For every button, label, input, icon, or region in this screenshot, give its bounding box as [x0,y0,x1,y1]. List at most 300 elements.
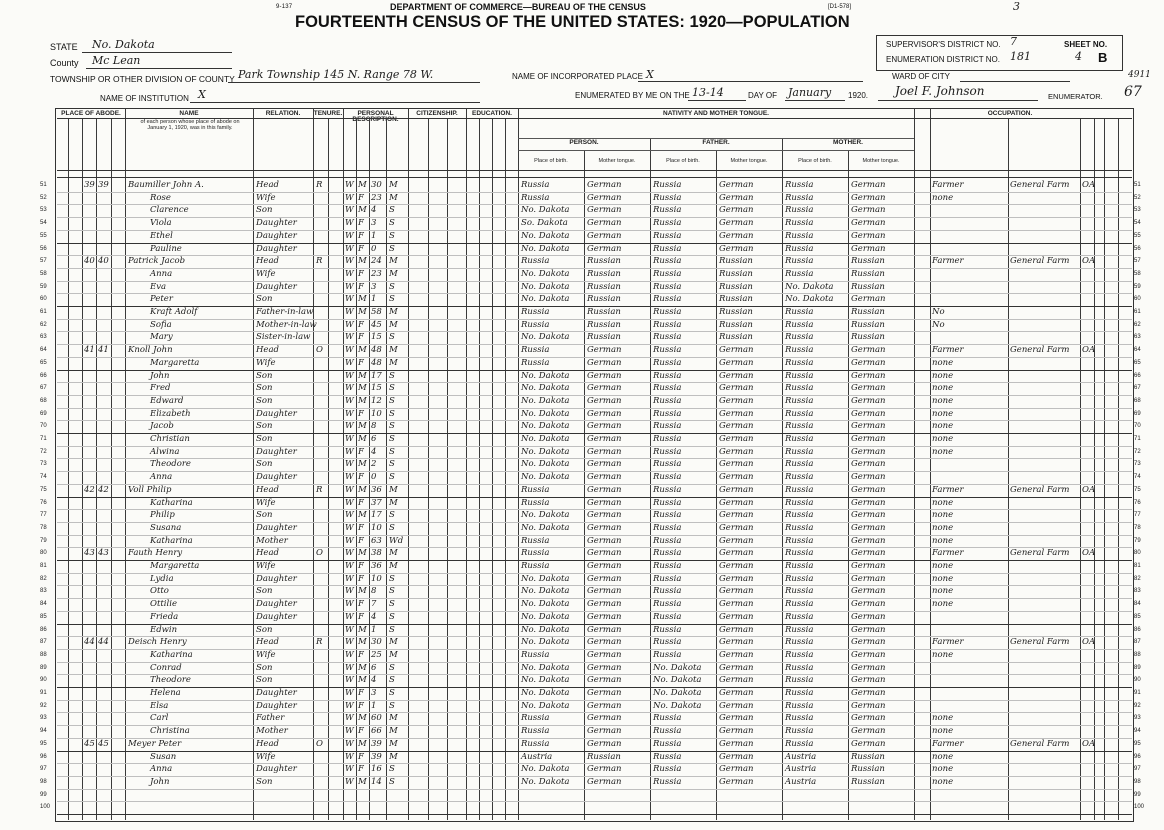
row-number-right: 67 [1134,385,1141,392]
father-tongue: German [719,561,754,571]
occupation: none [932,370,954,381]
mother-tongue: German [851,561,886,571]
tenure: O [316,548,323,559]
row-number-right: 100 [1134,804,1145,811]
sex: F [358,573,364,584]
mother-birthplace: Russia [785,561,814,571]
father-birthplace: Russia [653,256,682,267]
person-birthplace: No. Dakota [521,510,570,521]
marital-status: S [389,624,395,635]
mother-birthplace: Russia [785,472,814,483]
county-value: Mc Lean [92,54,141,67]
marital-status: S [389,434,395,444]
relation: Father [256,713,285,724]
father-tongue: Russian [719,332,753,343]
sex: M [358,586,367,597]
mother-tongue: Russian [851,319,885,330]
person-name: Clarence [150,205,189,216]
mother-tongue: German [851,243,886,254]
marital-status: S [389,383,395,394]
mother-birthplace: Russia [785,395,814,406]
age: 58 [371,307,382,317]
person-birthplace: Russia [521,192,550,203]
race: W [345,573,354,584]
sex: M [358,675,367,686]
father-tongue: German [719,421,754,432]
relation: Son [256,510,273,521]
mother-tongue: Russian [851,268,885,279]
marital-status: M [389,561,398,571]
mother-tongue: Russian [851,764,885,775]
race: W [345,459,354,470]
row-number-right: 89 [1134,664,1141,671]
relation: Son [256,675,273,686]
sex: M [358,776,367,787]
mother-tongue: German [851,192,886,203]
person-birthplace: Russia [521,738,550,749]
sex: M [358,459,367,470]
relation: Head [256,345,279,356]
row-number-right: 81 [1134,563,1141,569]
industry: General Farm [1010,345,1070,356]
person-tongue: German [587,662,622,673]
father-tongue: Russian [719,281,753,292]
father-birthplace: Russia [653,268,682,279]
person-tongue: German [587,700,622,711]
mother-tongue: German [851,484,886,495]
industry: General Farm [1010,738,1070,749]
marital-status: S [389,243,395,254]
group-name-note: of each person whose place of abode on January 1, 1920, was in this family. [140,119,240,131]
col-person-tongue: Mother tongue. [598,158,636,164]
person-birthplace: Russia [521,307,550,317]
month-value: January [788,86,832,99]
age: 39 [371,738,382,749]
person-name: Elizabeth [150,408,191,419]
mother-birthplace: Russia [785,268,814,279]
row-number: 80 [40,550,47,557]
group-citizenship: CITIZENSHIP. [416,110,458,117]
marital-status: M [389,751,398,762]
margin-note-2: 67 [1124,84,1142,100]
person-birthplace: No. Dakota [521,700,570,711]
father-birthplace: Russia [653,497,682,508]
row-number: 52 [40,194,47,201]
person-tongue: German [587,611,622,622]
mother-birthplace: Russia [785,370,814,381]
mother-birthplace: Russia [785,738,814,749]
person-tongue: Russian [587,294,621,305]
row-number: 76 [40,499,47,506]
person-tongue: German [587,535,622,546]
age: 23 [371,268,382,279]
relation: Wife [256,751,276,762]
father-tongue: German [719,408,754,419]
marital-status: S [389,472,395,483]
sheet-value: 4 [1075,50,1082,63]
ed-label: ENUMERATION DISTRICT NO. [886,55,1000,64]
row-number-right: 62 [1134,321,1141,328]
person-name: Mary [150,332,173,343]
person-name: Anna [150,764,173,775]
row-number-right: 74 [1134,474,1141,481]
marital-status: S [389,446,395,457]
relation: Son [256,395,273,406]
race: W [345,624,354,635]
race: W [345,383,354,394]
person-name: Eva [150,281,167,292]
relation: Daughter [256,611,297,622]
row-number: 91 [40,690,47,696]
row-number-right: 55 [1134,232,1141,239]
mother-tongue: Russian [851,256,885,267]
person-name: Conrad [150,662,182,673]
father-tongue: German [719,535,754,546]
race: W [345,281,354,292]
sex: M [358,662,367,673]
mother-tongue: German [851,662,886,673]
township-label: TOWNSHIP OR OTHER DIVISION OF COUNTY [50,74,235,84]
row-number-right: 64 [1134,347,1141,354]
sex: M [358,434,367,444]
race: W [345,307,354,317]
relation: Daughter [256,281,297,292]
state-value: No. Dakota [92,38,155,51]
age: 12 [371,395,382,406]
person-birthplace: Russia [521,726,550,737]
father-tongue: German [719,611,754,622]
incorporated-value: X [646,68,654,81]
father-birthplace: Russia [653,446,682,457]
person-tongue: Russian [587,256,621,267]
row-number: 62 [40,321,47,328]
row-number: 73 [40,461,47,468]
person-name: Sofia [150,319,172,330]
enumerator-name: Joel F. Johnson [895,84,985,98]
occupation: none [932,497,954,508]
row-number: 93 [40,715,47,722]
row-number: 100 [40,804,51,811]
industry: General Farm [1010,256,1070,267]
row-number-right: 56 [1134,245,1141,252]
group-person: PERSON. [569,139,599,146]
relation: Daughter [256,522,297,533]
father-tongue: German [719,662,754,673]
relation: Son [256,586,273,597]
row-number-right: 52 [1134,194,1141,201]
race: W [345,205,354,216]
form-code: [D1-578] [828,4,852,10]
class-of-worker: OA [1082,345,1096,356]
mother-birthplace: Russia [785,180,814,190]
person-tongue: German [587,472,622,483]
person-tongue: Russian [587,751,621,762]
age: 30 [371,637,382,648]
father-tongue: Russian [719,319,753,330]
race: W [345,776,354,787]
person-tongue: German [587,218,622,229]
relation: Daughter [256,446,297,457]
relation: Wife [256,561,276,571]
tenure: O [316,738,323,749]
row-number: 95 [40,740,47,747]
mother-birthplace: Russia [785,522,814,533]
relation: Son [256,459,273,470]
father-birthplace: Russia [653,535,682,546]
race: W [345,535,354,546]
mother-birthplace: Russia [785,243,814,254]
mother-tongue: German [851,586,886,597]
occupation: none [932,586,954,597]
person-name: Ethel [150,230,173,241]
row-number: 90 [40,677,47,684]
row-number-right: 99 [1134,791,1141,798]
row-number-right: 96 [1134,753,1141,760]
person-name: Meyer Peter [128,738,182,749]
person-name: Patrick Jacob [128,256,186,267]
race: W [345,180,354,190]
occupation: none [932,573,954,584]
father-birthplace: Russia [653,573,682,584]
relation: Head [256,256,279,267]
mother-tongue: German [851,726,886,737]
tenure: O [316,345,323,356]
mother-birthplace: Russia [785,649,814,660]
tenure: R [316,256,323,267]
relation: Mother-in-law [256,319,317,330]
father-birthplace: Russia [653,243,682,254]
marital-status: M [389,713,398,724]
person-tongue: German [587,764,622,775]
mother-birthplace: Russia [785,383,814,394]
row-number-right: 73 [1134,461,1141,468]
mother-birthplace: Russia [785,421,814,432]
relation: Sister-in-law [256,332,311,343]
marital-status: S [389,510,395,521]
occupation: Farmer [932,484,964,495]
person-name: Peter [150,294,173,305]
sex: M [358,624,367,635]
father-birthplace: Russia [653,522,682,533]
father-tongue: German [719,573,754,584]
mother-tongue: German [851,421,886,432]
person-name: Pauline [150,243,182,254]
race: W [345,675,354,686]
father-tongue: German [719,726,754,737]
occupation: none [932,446,954,457]
person-name: Carl [150,713,169,724]
father-tongue: German [719,700,754,711]
mother-tongue: German [851,205,886,216]
person-tongue: German [587,624,622,635]
age: 14 [371,776,382,787]
occupation: none [932,764,954,775]
relation: Son [256,662,273,673]
father-tongue: German [719,357,754,368]
father-tongue: German [719,510,754,521]
race: W [345,243,354,254]
person-tongue: German [587,383,622,394]
father-birthplace: Russia [653,383,682,394]
race: W [345,408,354,419]
mother-tongue: Russian [851,332,885,343]
mother-tongue: German [851,624,886,635]
marital-status: S [389,332,395,343]
dwelling-number: 42 [84,484,95,495]
class-of-worker: OA [1082,637,1096,648]
father-tongue: German [719,446,754,457]
family-number: 40 [98,256,109,267]
mother-birthplace: No. Dakota [785,294,834,305]
person-tongue: German [587,357,622,368]
person-tongue: Russian [587,307,621,317]
mother-tongue: Russian [851,751,885,762]
marital-status: M [389,738,398,749]
mother-birthplace: Russia [785,484,814,495]
row-number: 61 [40,309,47,315]
occupation: none [932,395,954,406]
row-number: 97 [40,766,47,773]
father-tongue: German [719,548,754,559]
father-tongue: German [719,738,754,749]
occupation: none [932,535,954,546]
marital-status: S [389,573,395,584]
row-number: 74 [40,474,47,481]
col-father-pob: Place of birth. [666,158,700,164]
row-number: 69 [40,410,47,417]
person-name: Baumiller John A. [128,180,204,190]
mother-birthplace: Russia [785,573,814,584]
age: 3 [371,281,377,292]
row-number: 64 [40,347,47,354]
mother-tongue: German [851,700,886,711]
father-birthplace: No. Dakota [653,675,702,686]
marital-status: S [389,408,395,419]
relation: Head [256,738,279,749]
age: 15 [371,383,382,394]
mother-birthplace: Austria [785,751,817,762]
father-tongue: German [719,459,754,470]
occupation: Farmer [932,637,964,648]
person-name: Christina [150,726,190,737]
mother-tongue: German [851,383,886,394]
department-heading: DEPARTMENT OF COMMERCE—BUREAU OF THE CENSUS [390,2,646,12]
age: 66 [371,726,382,737]
father-birthplace: Russia [653,484,682,495]
family-number: 42 [98,484,109,495]
row-number-right: 80 [1134,550,1141,557]
father-birthplace: Russia [653,370,682,381]
row-number-right: 94 [1134,728,1141,735]
sex: M [358,510,367,521]
mother-birthplace: Russia [785,599,814,610]
father-birthplace: Russia [653,421,682,432]
row-number-right: 72 [1134,448,1141,455]
father-birthplace: Russia [653,345,682,356]
row-number-right: 71 [1134,436,1141,442]
relation: Wife [256,268,276,279]
age: 38 [371,548,382,559]
person-tongue: German [587,497,622,508]
mother-tongue: German [851,218,886,229]
age: 15 [371,332,382,343]
county-label: County [50,58,79,68]
person-name: Elsa [150,700,169,711]
family-number: 39 [98,180,109,190]
row-number-right: 61 [1134,309,1141,315]
race: W [345,700,354,711]
row-number-right: 65 [1134,359,1141,366]
age: 60 [371,713,382,724]
marital-status: M [389,497,398,508]
father-birthplace: Russia [653,357,682,368]
father-tongue: German [719,522,754,533]
tenure: R [316,180,323,190]
row-number-right: 68 [1134,397,1141,404]
mother-tongue: German [851,611,886,622]
father-birthplace: Russia [653,586,682,597]
occupation: Farmer [932,180,964,190]
father-tongue: German [719,395,754,406]
father-birthplace: Russia [653,726,682,737]
relation: Son [256,624,273,635]
row-number-right: 51 [1134,182,1141,188]
marital-status: M [389,307,398,317]
mother-birthplace: Russia [785,446,814,457]
person-name: Kraft Adolf [150,307,198,317]
race: W [345,726,354,737]
marital-status: M [389,357,398,368]
father-birthplace: No. Dakota [653,700,702,711]
mother-tongue: German [851,472,886,483]
marital-status: S [389,421,395,432]
group-personal: PERSONAL DESCRIPTION. [352,110,399,123]
person-name: Knoll John [128,345,173,356]
age: 36 [371,484,382,495]
row-number-right: 91 [1134,690,1141,696]
person-birthplace: Russia [521,256,550,267]
father-birthplace: Russia [653,472,682,483]
father-birthplace: Russia [653,332,682,343]
class-of-worker: OA [1082,548,1096,559]
person-tongue: German [587,205,622,216]
person-tongue: Russian [587,268,621,279]
marital-status: S [389,218,395,229]
race: W [345,764,354,775]
occupation: none [932,726,954,737]
age: 8 [371,421,377,432]
mother-tongue: German [851,497,886,508]
row-number: 77 [40,512,47,519]
father-tongue: German [719,586,754,597]
person-birthplace: No. Dakota [521,370,570,381]
marital-status: M [389,345,398,356]
mother-tongue: German [851,510,886,521]
relation: Daughter [256,408,297,419]
person-birthplace: No. Dakota [521,675,570,686]
age: 10 [371,522,382,533]
row-number: 89 [40,664,47,671]
supervisor-value: 7 [1010,35,1017,48]
father-tongue: German [719,764,754,775]
row-number: 66 [40,372,47,379]
row-number: 75 [40,486,47,493]
mother-tongue: German [851,535,886,546]
row-number-right: 82 [1134,575,1141,582]
dwelling-number: 41 [84,345,95,356]
father-birthplace: Russia [653,764,682,775]
person-birthplace: No. Dakota [521,459,570,470]
